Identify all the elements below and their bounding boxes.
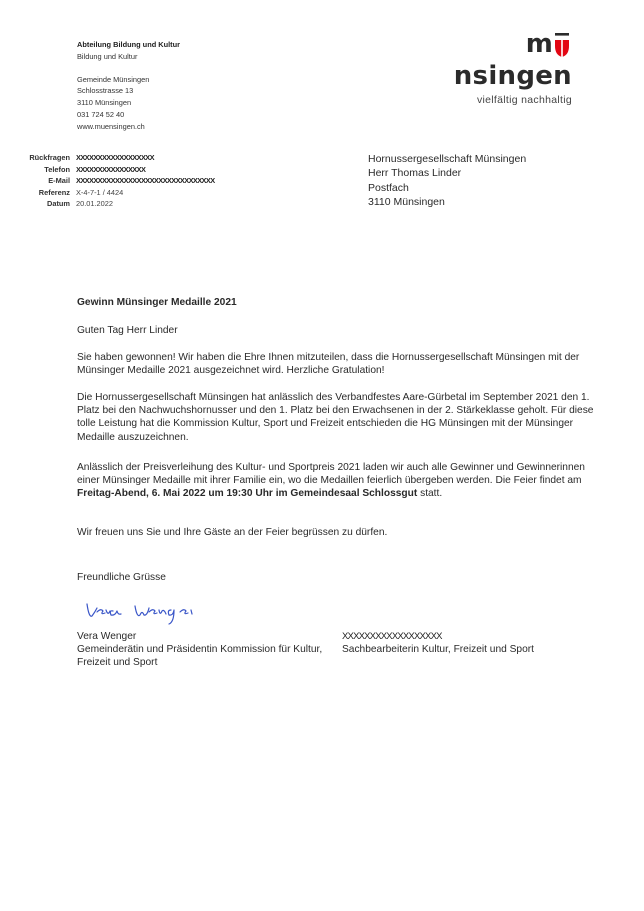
logo-text-end: nsingen bbox=[453, 61, 572, 91]
letter-paragraph: Die Hornussergesellschaft Münsingen hat anlässlich des Verbandfestes Aare-Gürbetal im September 2021 den 1. Platz bei den Nachwuchshornusser und den 1. Platz bei den Erwachsenen in der 2. Stärkeklasse geholt. Für diese tolle Leistung hat die Kommission Kultur, Sport und Freizeit entschieden die HG Münsingen mit der Münsinger Medaille auszuzeichnen. bbox=[77, 392, 594, 443]
signatory-left bbox=[77, 630, 327, 670]
meta-value-reference: X-4-7-1 / 4424 bbox=[76, 187, 124, 197]
logo-tagline: vielfältig nachhaltig bbox=[476, 94, 572, 106]
signatory-name: Vera Wenger bbox=[77, 631, 137, 642]
sender-website: www.muensingen.ch bbox=[77, 121, 145, 131]
event-date-location: Freitag-Abend, 6. Mai 2022 um 19:30 Uhr im Gemeindesaal Schlossgut bbox=[77, 488, 418, 500]
meta-value-redacted: XXXXXXXXXXXXXXXXXXXXXXXXXXXXXXXX bbox=[76, 176, 215, 186]
meta-row-date bbox=[18, 198, 215, 210]
recipient-po-box: Postfach bbox=[368, 181, 409, 194]
handwritten-signature bbox=[83, 598, 233, 633]
recipient-person: Herr Thomas Linder bbox=[368, 167, 462, 180]
meta-value-redacted: XXXXXXXXXXXXXXXX bbox=[76, 164, 146, 174]
letter-paragraph: Wir freuen uns Sie und Ihre Gäste an der Feier begrüssen zu dürfen. bbox=[77, 527, 388, 538]
letter-subject: Gewinn Münsinger Medaille 2021 bbox=[77, 297, 237, 308]
sender-street: Schlosstrasse 13 bbox=[77, 86, 134, 96]
meta-value-redacted: XXXXXXXXXXXXXXXXXX bbox=[76, 153, 154, 162]
sender-address-block bbox=[77, 39, 180, 133]
meta-row-inquiries bbox=[18, 152, 215, 164]
sender-city: 3110 Münsingen bbox=[77, 98, 132, 108]
sender-department: Abteilung Bildung und Kultur bbox=[77, 40, 181, 49]
meta-label: Rückfragen bbox=[29, 153, 70, 162]
meta-row-phone bbox=[18, 164, 215, 176]
letter-greeting: Guten Tag Herr Linder bbox=[77, 325, 178, 336]
recipient-city: 3110 Münsingen bbox=[368, 196, 445, 209]
sender-subdepartment: Bildung und Kultur bbox=[77, 51, 138, 61]
signatory-title: Sachbearbeiterin Kultur, Freizeit und Sport bbox=[342, 644, 534, 656]
letter-closing: Freundliche Grüsse bbox=[77, 572, 166, 583]
meta-value-date: 20.01.2022 bbox=[76, 199, 113, 209]
signatory-right bbox=[342, 630, 534, 656]
meta-label: Referenz bbox=[38, 187, 70, 197]
letter-paragraph-event bbox=[77, 461, 597, 501]
meta-label: Telefon bbox=[44, 164, 70, 174]
recipient-organization: Hornussergesellschaft Münsingen bbox=[368, 153, 527, 165]
signatory-name-redacted: XXXXXXXXXXXXXXXXXX bbox=[342, 631, 442, 642]
municipality-logo bbox=[412, 28, 572, 106]
event-text-end: statt. bbox=[417, 488, 443, 500]
logo-shield-u-icon bbox=[553, 28, 572, 60]
logo-text-start: m bbox=[525, 29, 554, 59]
reference-meta-block bbox=[18, 152, 215, 210]
meta-row-reference bbox=[18, 187, 215, 199]
recipient-address-block bbox=[368, 152, 526, 210]
meta-label: E-Mail bbox=[48, 176, 70, 186]
signature-scribble-icon bbox=[83, 598, 233, 628]
letter-paragraph: Sie haben gewonnen! Wir haben die Ehre Ihnen mitzuteilen, dass die Hornussergesellschaft Münsingen mit der Münsinger Medaille 2021 ausgezeichnet wird. Herzliche Gratulation! bbox=[77, 352, 580, 377]
sender-municipality: Gemeinde Münsingen bbox=[77, 74, 150, 84]
meta-row-email bbox=[18, 175, 215, 187]
event-text-start: Anlässlich der Preisverleihung des Kultur- und Sportpreis 2021 laden wir auch alle Gewinner und Gewinnerinnen einer Münsinger Medaille mit ihrer Familie ein, wo die Medaillen feierlich übergeben werden. Die Feier findet am bbox=[77, 462, 585, 487]
meta-label: Datum bbox=[47, 199, 70, 209]
logo-wordmark bbox=[412, 28, 572, 92]
signatory-title: Gemeinderätin und Präsidentin Kommission für Kultur, Freizeit und Sport bbox=[77, 644, 323, 669]
sender-phone: 031 724 52 40 bbox=[77, 109, 125, 119]
shield-icon bbox=[553, 28, 571, 60]
